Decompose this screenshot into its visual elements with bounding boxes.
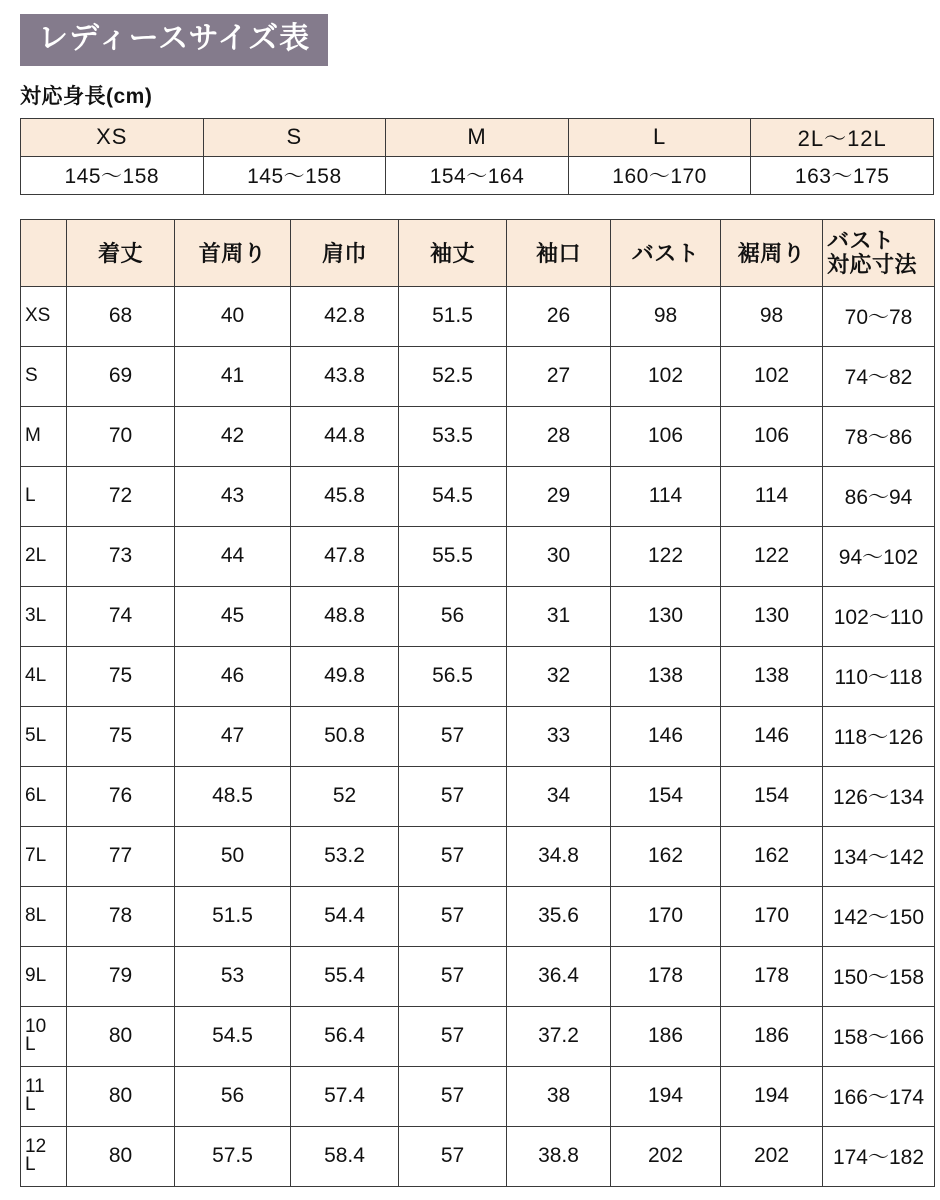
measurement-cell: 51.5: [399, 286, 507, 346]
measurement-cell: 75: [67, 646, 175, 706]
measurement-cell: 55.4: [291, 946, 399, 1006]
row-header-size: [21, 1006, 67, 1066]
row-header-size-label: 11L: [25, 1075, 45, 1115]
measurement-cell: 80: [67, 1066, 175, 1126]
measurement-cell: 47.8: [291, 526, 399, 586]
measurement-cell: 122: [721, 526, 823, 586]
table-row: [21, 886, 935, 946]
measurement-cell: 38: [507, 1066, 611, 1126]
measurement-cell: 33: [507, 706, 611, 766]
column-header-sodetake: 袖丈: [399, 219, 507, 286]
measurement-cell: 69: [67, 346, 175, 406]
column-header-bust-range-line2: 対応寸法: [827, 251, 918, 277]
measurement-cell: 57: [399, 1066, 507, 1126]
row-header-size-label: S: [25, 364, 38, 386]
height-table-header-row: [21, 118, 934, 156]
measurement-cell: 114: [721, 466, 823, 526]
measurement-cell: 45.8: [291, 466, 399, 526]
measurement-cell: 49.8: [291, 646, 399, 706]
column-header-katahaba: 肩巾: [291, 219, 399, 286]
measurement-cell: 57: [399, 886, 507, 946]
bust-range-cell: 86〜94: [823, 466, 935, 526]
row-header-size: [21, 586, 67, 646]
measurement-cell: 162: [611, 826, 721, 886]
row-header-size-label: 9L: [25, 964, 47, 986]
measurement-cell: 57: [399, 706, 507, 766]
measurement-cell: 194: [611, 1066, 721, 1126]
measurement-cell: 56.5: [399, 646, 507, 706]
table-row: [21, 946, 935, 1006]
row-header-size: [21, 346, 67, 406]
measurement-cell: 55.5: [399, 526, 507, 586]
measurement-cell: 34: [507, 766, 611, 826]
measurement-cell: 68: [67, 286, 175, 346]
measurement-cell: 162: [721, 826, 823, 886]
bust-range-cell: 74〜82: [823, 346, 935, 406]
measurement-cell: 56.4: [291, 1006, 399, 1066]
measurement-cell: 77: [67, 826, 175, 886]
table-row: [21, 406, 935, 466]
measurement-cell: 53.2: [291, 826, 399, 886]
row-header-size-label: 12L: [25, 1135, 47, 1175]
bust-range-cell: 134〜142: [823, 826, 935, 886]
row-header-size-label: L: [25, 484, 36, 506]
bust-range-cell: 126〜134: [823, 766, 935, 826]
measurement-cell: 170: [721, 886, 823, 946]
bust-range-cell: 78〜86: [823, 406, 935, 466]
measurement-cell: 44: [175, 526, 291, 586]
table-corner-cell: [21, 219, 67, 286]
measurement-section: [20, 219, 928, 1187]
height-section-label: 対応身長(cm): [20, 84, 153, 108]
measurement-cell: 106: [611, 406, 721, 466]
bust-range-cell: 174〜182: [823, 1126, 935, 1186]
height-range-cell: 154〜164: [386, 156, 569, 194]
table-row: [21, 646, 935, 706]
height-size-header: M: [386, 118, 569, 156]
column-header-susomawari: 裾周り: [721, 219, 823, 286]
row-header-size-label: 4L: [25, 664, 47, 686]
table-row: [21, 706, 935, 766]
measurement-cell: 186: [611, 1006, 721, 1066]
measurement-cell: 26: [507, 286, 611, 346]
row-header-size-label: 2L: [25, 544, 47, 566]
measurement-cell: 53.5: [399, 406, 507, 466]
column-header-kubimawari: 首周り: [175, 219, 291, 286]
measurement-cell: 138: [721, 646, 823, 706]
measurement-cell: 130: [721, 586, 823, 646]
measurement-cell: 50: [175, 826, 291, 886]
bust-range-cell: 150〜158: [823, 946, 935, 1006]
measurement-cell: 178: [611, 946, 721, 1006]
measurement-cell: 70: [67, 406, 175, 466]
measurement-cell: 40: [175, 286, 291, 346]
measurement-cell: 202: [611, 1126, 721, 1186]
bust-range-cell: 166〜174: [823, 1066, 935, 1126]
measurement-cell: 56: [175, 1066, 291, 1126]
table-row: [21, 1126, 935, 1186]
measurement-cell: 154: [611, 766, 721, 826]
measurement-cell: 138: [611, 646, 721, 706]
measurement-cell: 57.4: [291, 1066, 399, 1126]
row-header-size-label: 8L: [25, 904, 47, 926]
measurement-cell: 30: [507, 526, 611, 586]
table-row: [21, 466, 935, 526]
measurement-cell: 57: [399, 766, 507, 826]
table-row: [21, 346, 935, 406]
row-header-size-label: 3L: [25, 604, 47, 626]
row-header-size-label: 10L: [25, 1015, 47, 1055]
height-range-cell: 145〜158: [21, 156, 204, 194]
measurement-cell: 78: [67, 886, 175, 946]
row-header-size: [21, 826, 67, 886]
measurement-cell: 72: [67, 466, 175, 526]
measurement-cell: 42: [175, 406, 291, 466]
bust-range-cell: 110〜118: [823, 646, 935, 706]
bust-range-cell: 118〜126: [823, 706, 935, 766]
column-header-kitake: 着丈: [67, 219, 175, 286]
column-header-bust-range-line1: バスト: [827, 228, 895, 254]
row-header-size-label: XS: [25, 304, 51, 326]
bust-range-cell: 142〜150: [823, 886, 935, 946]
column-header-sodeguchi: 袖口: [507, 219, 611, 286]
measurement-cell: 186: [721, 1006, 823, 1066]
measurement-cell: 170: [611, 886, 721, 946]
row-header-size-label: M: [25, 424, 41, 446]
height-size-header: S: [203, 118, 386, 156]
table-row: [21, 1006, 935, 1066]
bust-range-cell: 70〜78: [823, 286, 935, 346]
measurement-cell: 54.5: [175, 1006, 291, 1066]
measurement-cell: 38.8: [507, 1126, 611, 1186]
column-header-bust-range: [823, 219, 935, 286]
table-row: [21, 1066, 935, 1126]
height-size-header: XS: [21, 118, 204, 156]
measurement-cell: 80: [67, 1006, 175, 1066]
measurement-cell: 122: [611, 526, 721, 586]
measurement-cell: 202: [721, 1126, 823, 1186]
row-header-size: [21, 706, 67, 766]
measurement-cell: 51.5: [175, 886, 291, 946]
height-table: [20, 118, 934, 195]
measurement-cell: 74: [67, 586, 175, 646]
measurement-cell: 28: [507, 406, 611, 466]
measurement-cell: 73: [67, 526, 175, 586]
measurement-cell: 45: [175, 586, 291, 646]
measurement-cell: 43: [175, 466, 291, 526]
height-range-cell: 145〜158: [203, 156, 386, 194]
height-range-cell: 163〜175: [751, 156, 934, 194]
row-header-size: [21, 1066, 67, 1126]
measurement-cell: 56: [399, 586, 507, 646]
measurement-cell: 48.8: [291, 586, 399, 646]
measurement-cell: 31: [507, 586, 611, 646]
measurement-cell: 178: [721, 946, 823, 1006]
measurement-cell: 53: [175, 946, 291, 1006]
measurement-cell: 75: [67, 706, 175, 766]
row-header-size-label: 7L: [25, 844, 47, 866]
measurement-cell: 76: [67, 766, 175, 826]
measurement-cell: 106: [721, 406, 823, 466]
row-header-size: [21, 1126, 67, 1186]
bust-range-cell: 94〜102: [823, 526, 935, 586]
table-row: [21, 286, 935, 346]
row-header-size: [21, 466, 67, 526]
column-header-bust: バスト: [611, 219, 721, 286]
measurement-cell: 146: [721, 706, 823, 766]
measurement-cell: 50.8: [291, 706, 399, 766]
table-row: [21, 766, 935, 826]
measurement-cell: 114: [611, 466, 721, 526]
measurement-cell: 43.8: [291, 346, 399, 406]
measurement-cell: 36.4: [507, 946, 611, 1006]
measurement-cell: 48.5: [175, 766, 291, 826]
row-header-size-label: 5L: [25, 724, 47, 746]
measurement-cell: 47: [175, 706, 291, 766]
measurement-cell: 37.2: [507, 1006, 611, 1066]
height-size-header: L: [568, 118, 751, 156]
measurement-cell: 154: [721, 766, 823, 826]
measurement-cell: 80: [67, 1126, 175, 1186]
measurement-cell: 46: [175, 646, 291, 706]
measurement-cell: 54.4: [291, 886, 399, 946]
measurement-cell: 102: [721, 346, 823, 406]
measurement-cell: 29: [507, 466, 611, 526]
row-header-size: [21, 766, 67, 826]
measurement-cell: 32: [507, 646, 611, 706]
measurement-cell: 146: [611, 706, 721, 766]
measurement-cell: 57: [399, 1006, 507, 1066]
measurement-table: [20, 219, 935, 1187]
bust-range-cell: 158〜166: [823, 1006, 935, 1066]
height-range-cell: 160〜170: [568, 156, 751, 194]
measurement-cell: 194: [721, 1066, 823, 1126]
table-row: [21, 526, 935, 586]
measurement-cell: 27: [507, 346, 611, 406]
measurement-cell: 57: [399, 1126, 507, 1186]
measurement-cell: 34.8: [507, 826, 611, 886]
measurement-cell: 57.5: [175, 1126, 291, 1186]
measurement-cell: 57: [399, 826, 507, 886]
measurement-cell: 98: [721, 286, 823, 346]
measurement-cell: 54.5: [399, 466, 507, 526]
row-header-size: [21, 646, 67, 706]
row-header-size: [21, 886, 67, 946]
measurement-cell: 52.5: [399, 346, 507, 406]
table-row: [21, 586, 935, 646]
row-header-size: [21, 406, 67, 466]
measurement-header-row: [21, 219, 935, 286]
measurement-cell: 42.8: [291, 286, 399, 346]
height-table-row: [21, 156, 934, 194]
row-header-size-label: 6L: [25, 784, 47, 806]
measurement-cell: 35.6: [507, 886, 611, 946]
measurement-cell: 58.4: [291, 1126, 399, 1186]
measurement-cell: 44.8: [291, 406, 399, 466]
row-header-size: [21, 946, 67, 1006]
measurement-cell: 98: [611, 286, 721, 346]
measurement-cell: 41: [175, 346, 291, 406]
bust-range-cell: 102〜110: [823, 586, 935, 646]
measurement-cell: 102: [611, 346, 721, 406]
page-title: レディースサイズ表: [20, 14, 328, 66]
table-row: [21, 826, 935, 886]
measurement-cell: 79: [67, 946, 175, 1006]
measurement-cell: 130: [611, 586, 721, 646]
measurement-table-body: [21, 286, 935, 1186]
row-header-size: [21, 526, 67, 586]
measurement-cell: 57: [399, 946, 507, 1006]
measurement-cell: 52: [291, 766, 399, 826]
height-size-header: 2L〜12L: [751, 118, 934, 156]
row-header-size: [21, 286, 67, 346]
